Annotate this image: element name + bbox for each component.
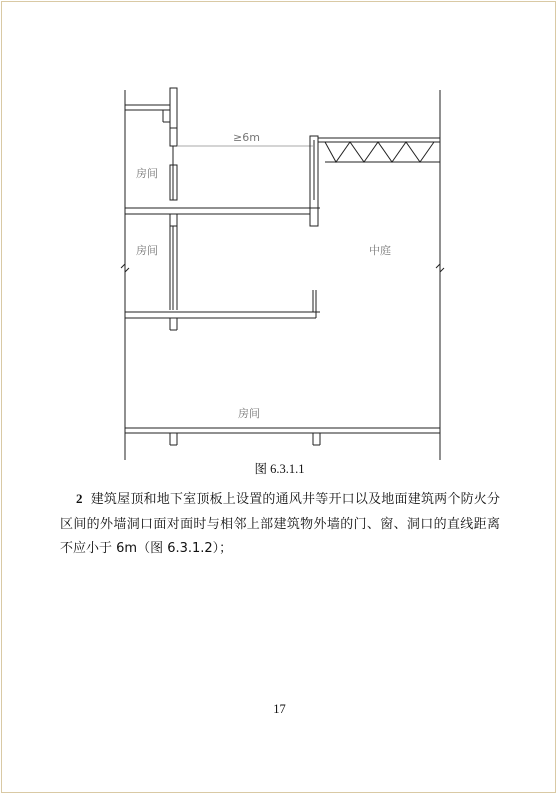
atrium-label: 中庭 xyxy=(369,244,391,257)
clause-text: 建筑屋顶和地下室顶板上设置的通风井等开口以及地面建筑两个防火分区间的外墙洞口面对面时与相邻上部建筑物外墙的门、窗、洞口的直线距离不应小于 6m（图 6.3.1.2）； xyxy=(60,492,500,556)
clause-number: 2 xyxy=(76,491,83,506)
upper-column xyxy=(170,88,177,128)
page-number: 17 xyxy=(273,702,286,716)
clause-paragraph xyxy=(60,487,500,562)
roof-truss xyxy=(325,142,434,162)
right-break-mark xyxy=(436,264,444,272)
room-label-upper: 房间 xyxy=(136,167,158,180)
distance-label: ≥6m xyxy=(233,131,260,144)
room-label-middle: 房间 xyxy=(136,244,158,257)
left-break-mark xyxy=(121,264,129,272)
room-label-bottom: 房间 xyxy=(238,407,260,420)
figure-caption: 图 6.3.1.1 xyxy=(254,462,305,476)
